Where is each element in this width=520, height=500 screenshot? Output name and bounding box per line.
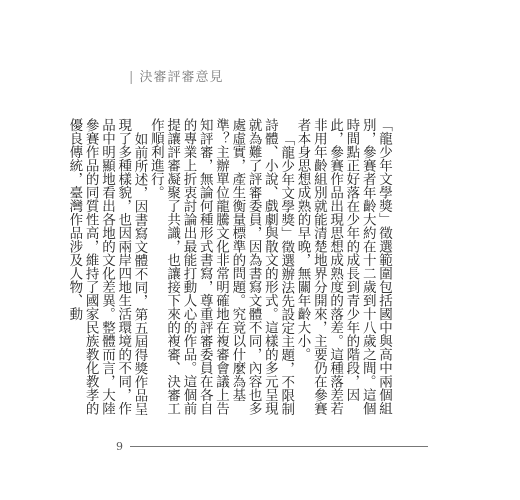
page-number: 9: [116, 440, 123, 453]
paragraph-3: 如前所述，因書寫文體不同，第五屆得獎作品呈現了多種樣貌，也因兩岸四地生活環境的不同，作品中明顯地看出各地的文化差異。整體而言，大陸參賽作品的同質性高，維持了國家民族教化教孝的優良傳統，臺灣作品涉及人物、動: [66, 118, 148, 415]
section-title: 決審評審意見: [139, 70, 224, 85]
paragraph-2: 「龍少年文學獎」徵選辦法先設定主題，不限制詩體、小說、戲劇與散文的形式。這樣的多元呈現就為難了評審委員，因為書寫文體不同，內容也多處虛實，產生衡量標準的問題。究竟以什麼為基準？主辦單位龍騰文化非常明確地在複審會議上告知評審，無論何種形式書寫，尊重評審委員在各自的專業上折衷討論出最能打動人心的作品。這個前提讓評審凝聚了共識，也讓接下來的複審、決審工作順利進行。: [147, 118, 295, 415]
vertical-body-text: [66, 118, 392, 428]
footer-rule: [130, 446, 428, 447]
header-bar: |: [129, 70, 135, 85]
paragraph-1: 「龍少年文學獎」徵選範圍包括國中與高中兩個組別，參賽者年齡大約在十二歲到十八歲之間。這個時間點正好落在少年的成長到青少年的階段，因此，參賽作品出現思想成熟度的落差。這種落差若非用年齡組別就能清楚地界分開來，主要仍在參賽者本身思想成熟的早晚，無關年齡大小。: [294, 118, 392, 415]
page-header: [129, 66, 224, 85]
